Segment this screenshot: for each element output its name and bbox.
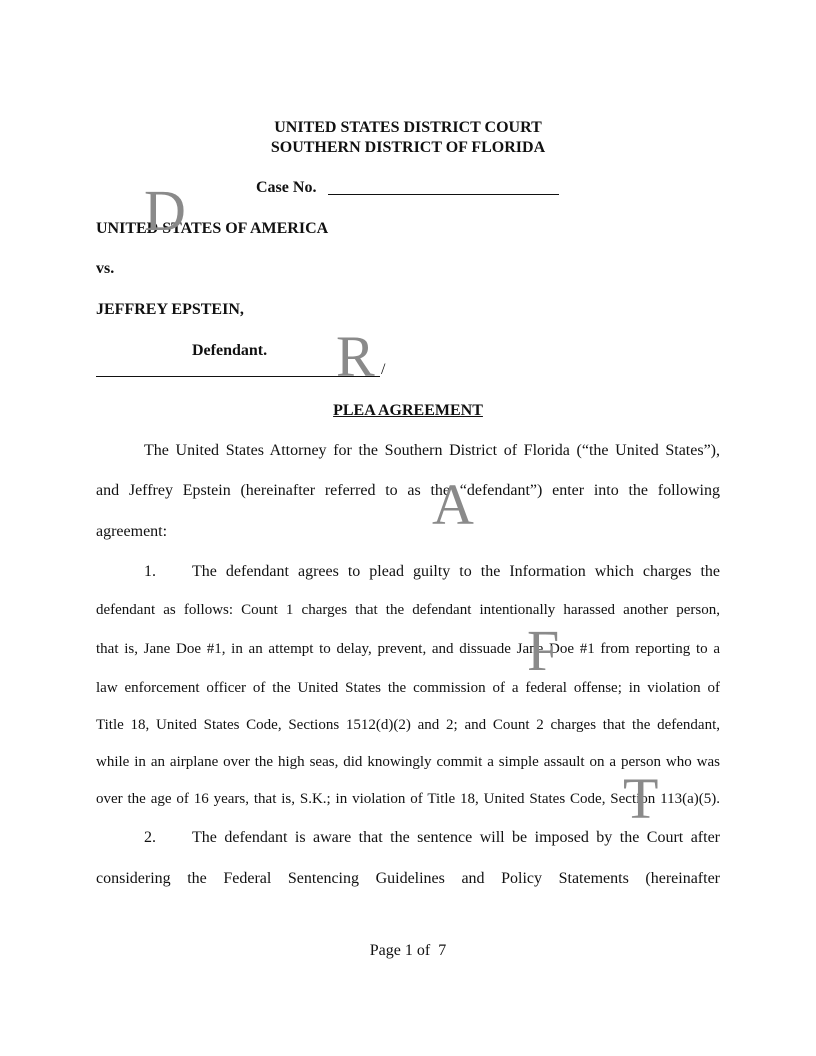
caption-slash: / xyxy=(381,361,386,378)
paragraph-number: 2. xyxy=(144,829,156,846)
para1-line: while in an airplane over the high seas, did knowingly commit a simple assault on a person who was xyxy=(96,754,720,770)
draft-watermark-letter: T xyxy=(623,766,659,831)
para2-line: considering the Federal Sentencing Guidelines and Policy Statements (hereinafter xyxy=(96,870,720,887)
intro-line: The United States Attorney for the Southern District of Florida (“the United States”), xyxy=(144,442,720,459)
para1-line: defendant as follows: Count 1 charges that the defendant intentionally harassed another person, xyxy=(96,602,720,618)
paragraph-number: 1. xyxy=(144,563,156,580)
defendant-name: JEFFREY EPSTEIN, xyxy=(96,301,244,318)
para1-line: law enforcement officer of the United States the commission of a federal offense; in violation of xyxy=(96,680,720,696)
document-title: PLEA AGREEMENT xyxy=(333,402,483,419)
para1-line: over the age of 16 years, that is, S.K.; in violation of Title 18, United States Code, Section 113(a)(5). xyxy=(96,791,720,807)
plaintiff-name: UNITED STATES OF AMERICA xyxy=(96,220,329,237)
draft-watermark-letter: R xyxy=(336,324,375,389)
para2-line: The defendant is aware that the sentence will be imposed by the Court after xyxy=(192,829,720,846)
court-district: SOUTHERN DISTRICT OF FLORIDA xyxy=(270,139,546,156)
intro-line: and Jeffrey Epstein (hereinafter referred to as the “defendant”) enter into the following xyxy=(96,482,720,499)
versus-label: vs. xyxy=(96,260,115,277)
case-no-blank xyxy=(328,179,559,195)
para1-line: that is, Jane Doe #1, in an attempt to delay, prevent, and dissuade Jane Doe #1 from reporting to a xyxy=(96,641,720,657)
case-no-label: Case No. xyxy=(256,179,317,196)
defendant-label: Defendant. xyxy=(192,342,268,359)
intro-line: agreement: xyxy=(96,523,168,540)
court-name: UNITED STATES DISTRICT COURT xyxy=(274,119,542,136)
para1-line: The defendant agrees to plead guilty to the Information which charges the xyxy=(192,563,720,580)
para1-line: Title 18, United States Code, Sections 1512(d)(2) and 2; and Count 2 charges that the defendant, xyxy=(96,717,720,733)
draft-watermark-letter: F xyxy=(527,618,560,683)
draft-watermark-letter: D xyxy=(144,178,186,243)
draft-watermark-letter: A xyxy=(432,472,474,537)
page-number: Page 1 of 7 xyxy=(369,942,447,959)
